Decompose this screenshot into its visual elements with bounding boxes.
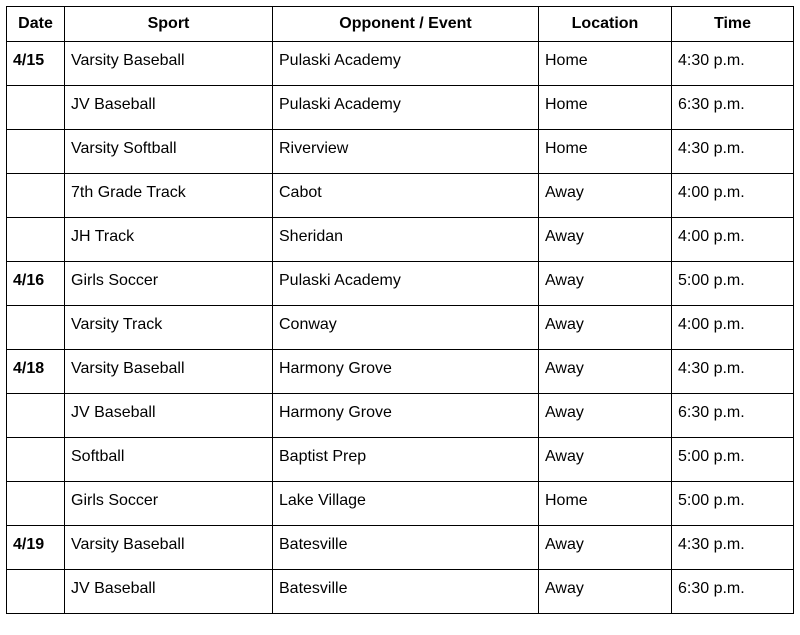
date-cell	[7, 570, 65, 614]
date-cell	[7, 86, 65, 130]
sport-cell: Varsity Baseball	[65, 42, 273, 86]
opponent-cell: Lake Village	[273, 482, 539, 526]
table-row	[7, 174, 794, 218]
table-row	[7, 306, 794, 350]
sport-cell: Varsity Baseball	[65, 350, 273, 394]
time-cell: 4:30 p.m.	[672, 42, 794, 86]
sport-cell: JV Baseball	[65, 394, 273, 438]
opponent-cell: Batesville	[273, 526, 539, 570]
sport-cell: JV Baseball	[65, 86, 273, 130]
time-cell: 6:30 p.m.	[672, 570, 794, 614]
location-cell: Home	[539, 42, 672, 86]
time-cell: 6:30 p.m.	[672, 86, 794, 130]
date-cell: 4/19	[7, 526, 65, 570]
date-cell	[7, 438, 65, 482]
time-cell: 5:00 p.m.	[672, 438, 794, 482]
table-row	[7, 130, 794, 174]
time-cell: 5:00 p.m.	[672, 482, 794, 526]
table-header	[7, 7, 794, 42]
date-cell	[7, 218, 65, 262]
sport-cell: 7th Grade Track	[65, 174, 273, 218]
location-cell: Away	[539, 438, 672, 482]
time-cell: 4:30 p.m.	[672, 526, 794, 570]
header-sport: Sport	[65, 7, 273, 42]
date-cell: 4/18	[7, 350, 65, 394]
table-row	[7, 482, 794, 526]
table-row	[7, 394, 794, 438]
schedule-table	[6, 6, 794, 614]
location-cell: Away	[539, 350, 672, 394]
table-row	[7, 218, 794, 262]
time-cell: 4:00 p.m.	[672, 306, 794, 350]
time-cell: 5:00 p.m.	[672, 262, 794, 306]
sport-cell: Girls Soccer	[65, 482, 273, 526]
opponent-cell: Cabot	[273, 174, 539, 218]
sport-cell: JV Baseball	[65, 570, 273, 614]
opponent-cell: Harmony Grove	[273, 394, 539, 438]
date-cell	[7, 394, 65, 438]
date-cell: 4/16	[7, 262, 65, 306]
opponent-cell: Harmony Grove	[273, 350, 539, 394]
opponent-cell: Riverview	[273, 130, 539, 174]
location-cell: Away	[539, 306, 672, 350]
opponent-cell: Sheridan	[273, 218, 539, 262]
location-cell: Away	[539, 262, 672, 306]
location-cell: Home	[539, 130, 672, 174]
header-date: Date	[7, 7, 65, 42]
header-row	[7, 7, 794, 42]
date-cell	[7, 306, 65, 350]
header-opponent: Opponent / Event	[273, 7, 539, 42]
date-cell	[7, 174, 65, 218]
time-cell: 4:00 p.m.	[672, 218, 794, 262]
sport-cell: Varsity Track	[65, 306, 273, 350]
location-cell: Home	[539, 86, 672, 130]
header-location: Location	[539, 7, 672, 42]
sport-cell: Girls Soccer	[65, 262, 273, 306]
date-cell: 4/15	[7, 42, 65, 86]
location-cell: Home	[539, 482, 672, 526]
time-cell: 4:30 p.m.	[672, 350, 794, 394]
sport-cell: Varsity Baseball	[65, 526, 273, 570]
table-row	[7, 570, 794, 614]
table-row	[7, 438, 794, 482]
opponent-cell: Pulaski Academy	[273, 262, 539, 306]
sport-cell: JH Track	[65, 218, 273, 262]
table-body	[7, 42, 794, 614]
location-cell: Away	[539, 174, 672, 218]
table-row	[7, 262, 794, 306]
location-cell: Away	[539, 218, 672, 262]
date-cell	[7, 130, 65, 174]
location-cell: Away	[539, 394, 672, 438]
date-cell	[7, 482, 65, 526]
header-time: Time	[672, 7, 794, 42]
table-row	[7, 526, 794, 570]
opponent-cell: Batesville	[273, 570, 539, 614]
opponent-cell: Conway	[273, 306, 539, 350]
location-cell: Away	[539, 526, 672, 570]
time-cell: 4:00 p.m.	[672, 174, 794, 218]
table-row	[7, 42, 794, 86]
sport-cell: Softball	[65, 438, 273, 482]
location-cell: Away	[539, 570, 672, 614]
opponent-cell: Baptist Prep	[273, 438, 539, 482]
opponent-cell: Pulaski Academy	[273, 86, 539, 130]
table-row	[7, 350, 794, 394]
time-cell: 4:30 p.m.	[672, 130, 794, 174]
opponent-cell: Pulaski Academy	[273, 42, 539, 86]
time-cell: 6:30 p.m.	[672, 394, 794, 438]
sport-cell: Varsity Softball	[65, 130, 273, 174]
table-row	[7, 86, 794, 130]
